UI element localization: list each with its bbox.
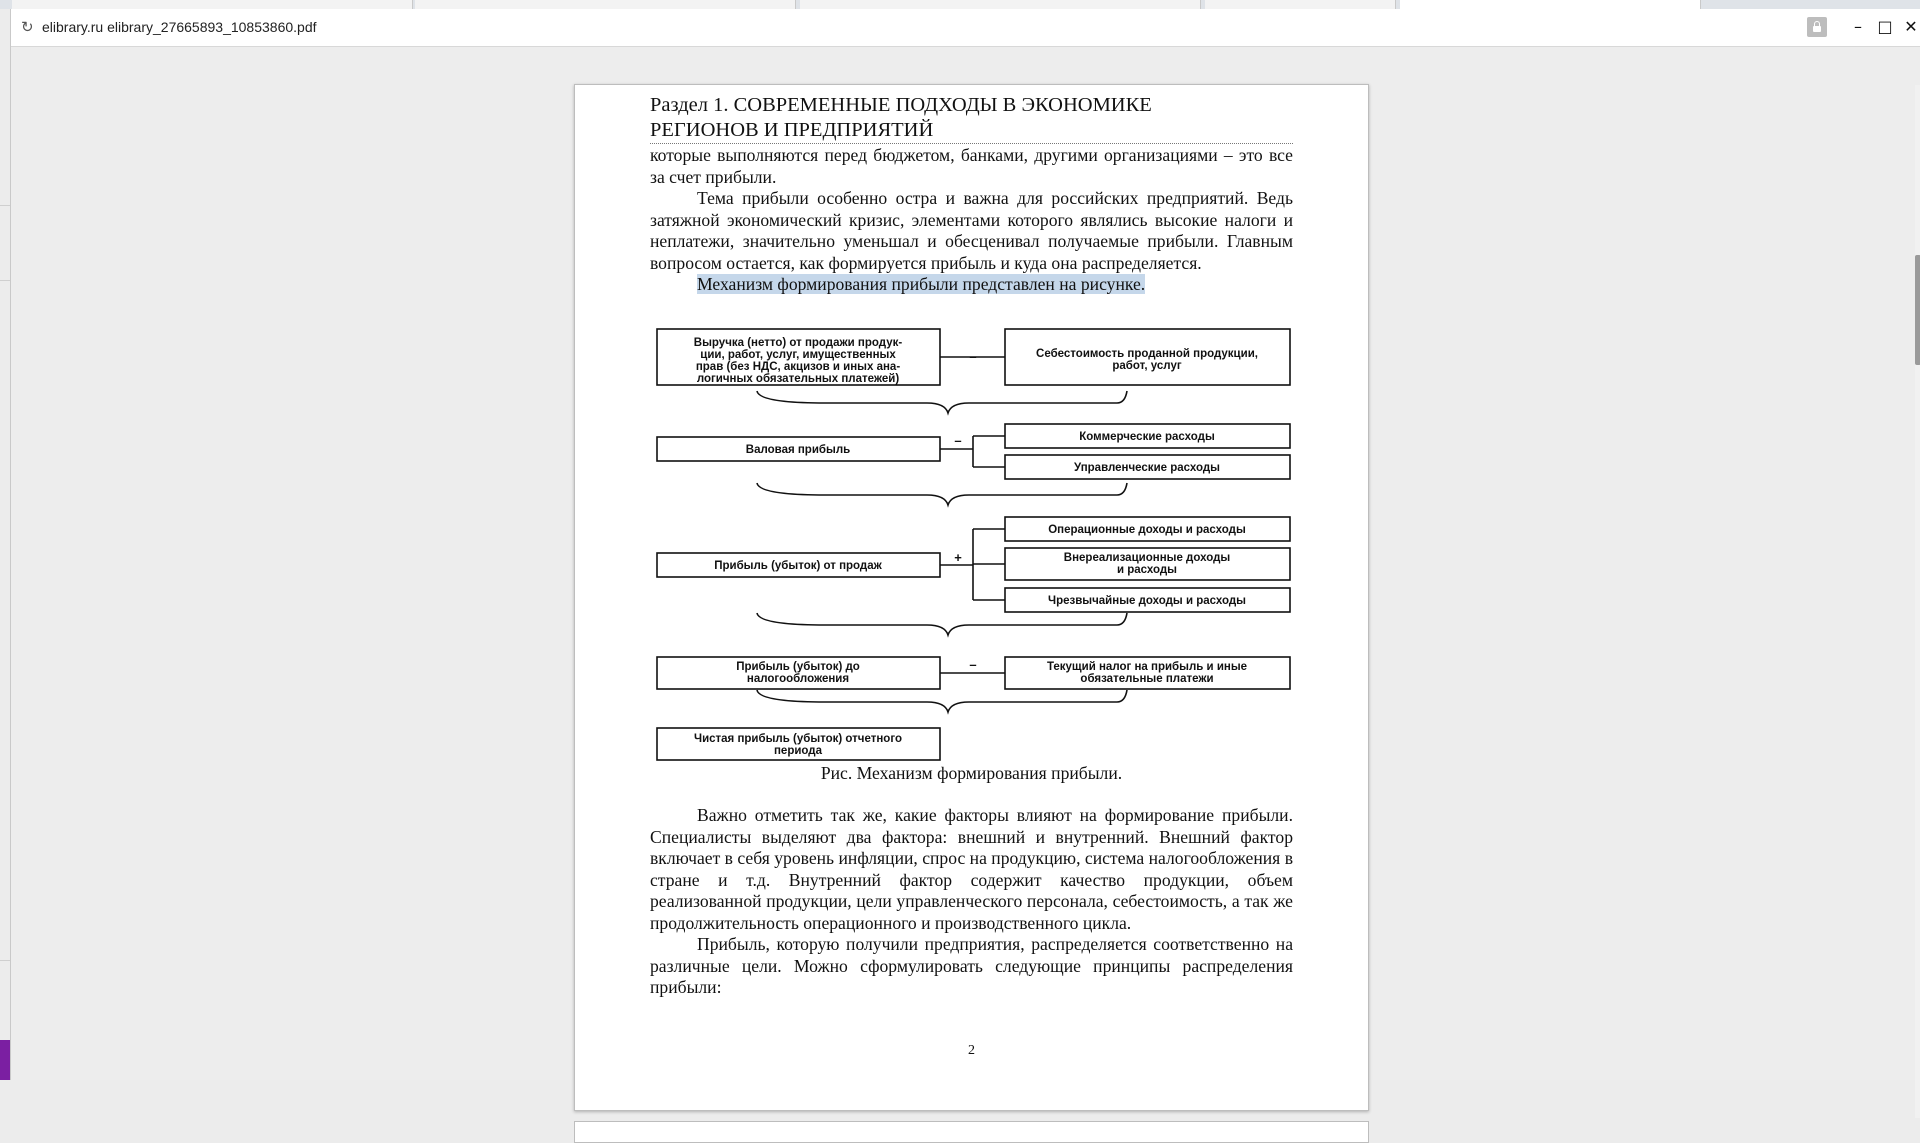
pdf-page xyxy=(574,84,1369,1111)
paragraph-5: Прибыль, которую получили предприятия, распределяется соответственно на различные цели. Можно сформулировать следующие принципы распределения прибыли: xyxy=(650,934,1293,997)
lock-icon[interactable] xyxy=(1807,17,1827,37)
cost-line-1: Себестоимость проданной продукции, xyxy=(1036,348,1258,360)
tax-line-2: обязательные платежи xyxy=(1080,673,1214,685)
commercial-label: Коммерческие расходы xyxy=(1079,431,1215,443)
revenue-line-1: Выручка (нетто) от продажи продук- xyxy=(693,337,903,349)
background-tab-strip xyxy=(0,0,1920,9)
close-button[interactable]: ✕ xyxy=(1904,17,1918,36)
cost-line-2: работ, услуг xyxy=(1112,360,1182,372)
left-accent-strip xyxy=(0,1040,10,1080)
window-title: elibrary.ru elibrary_27665893_10853860.pdf xyxy=(42,19,317,35)
left-edge-mark xyxy=(0,280,10,281)
net-profit-line-1: Чистая прибыль (убыток) отчетного xyxy=(693,733,903,745)
extraordinary-label: Чрезвычайные доходы и расходы xyxy=(1048,595,1246,607)
op-minus-3: – xyxy=(969,657,977,672)
operating-label: Операционные доходы и расходы xyxy=(1048,524,1246,536)
revenue-line-2: ции, работ, услуг, имущественных xyxy=(700,349,896,361)
figure-caption: Рис. Механизм формирования прибыли. xyxy=(820,763,1123,783)
brace-1 xyxy=(757,391,1127,413)
paragraph-4: Важно отметить так же, какие факторы влияют на формирование прибыли. Специалисты выделяют два фактора: внешний и внутренний. Внешний фактор включает в себя уровень инфляции, спрос на продукцию, система налогообложения в стране и т.д. Внутренний фактор содержит качество продукции, объем реализованной продукции, цели управленческого персонала, себестоимость, а так же продолжительность операционного и производственного цикла. xyxy=(650,805,1293,933)
nonoperating-line-2: и расходы xyxy=(1116,564,1178,576)
title-bar xyxy=(11,9,1920,47)
background-tab[interactable] xyxy=(1205,0,1396,9)
reload-icon[interactable]: ↻ xyxy=(21,18,34,36)
nonoperating-line-1: Внереализационные доходы xyxy=(1063,552,1231,564)
sales-profit-label: Прибыль (убыток) от продаж xyxy=(714,560,882,572)
profit-mechanism-diagram xyxy=(575,85,1368,775)
brace-3 xyxy=(757,613,1127,635)
tax-line-1: Текущий налог на прибыль и иные xyxy=(1046,661,1248,673)
text-block-bottom xyxy=(650,805,1293,999)
gross-profit-label: Валовая прибыль xyxy=(745,444,851,456)
pretax-line-2: налогообложения xyxy=(746,673,850,685)
section-heading: Раздел 1. СОВРЕМЕННЫЕ ПОДХОДЫ В ЭКОНОМИКЕ РЕГИОНОВ И ПРЕДПРИЯТИЙ xyxy=(650,94,1152,141)
background-tab[interactable] xyxy=(800,0,1201,9)
background-tab[interactable] xyxy=(12,0,413,9)
brace-4 xyxy=(757,690,1127,712)
background-tab[interactable] xyxy=(1400,0,1701,9)
op-minus-2: – xyxy=(954,433,962,448)
paragraph-1: которые выполняются перед бюджетом, банками, другими организациями – это все за счет прибыли. xyxy=(650,145,1293,187)
net-profit-line-2: периода xyxy=(773,745,823,757)
paragraph-2: Тема прибыли особенно остра и важна для российских предприятий. Ведь затяжной экономический кризис, элементами которого являлись высокие налоги и неплатежи, значительно уменьшал и обесценивал получаемые прибыли. Главным вопросом остается, как формируется прибыль и куда она распределяется. xyxy=(650,188,1293,273)
next-pdf-page xyxy=(574,1121,1369,1143)
maximize-button[interactable]: □ xyxy=(1877,17,1893,36)
left-edge-mark xyxy=(0,205,10,206)
pretax-line-1: Прибыль (убыток) до xyxy=(736,661,860,673)
brace-2 xyxy=(757,483,1127,505)
scrollbar-thumb[interactable] xyxy=(1915,255,1920,365)
background-tab[interactable] xyxy=(415,0,796,9)
document-viewport[interactable] xyxy=(11,47,1920,1080)
page-number: 2 xyxy=(968,1043,975,1058)
revenue-line-3: прав (без НДС, акцизов и иных ана- xyxy=(695,361,901,373)
op-plus: + xyxy=(954,550,962,565)
revenue-line-4: логичных обязательных платежей) xyxy=(696,373,900,385)
selected-text[interactable]: Механизм формирования прибыли представлен на рисунке. xyxy=(697,274,1146,294)
admin-label: Управленческие расходы xyxy=(1074,462,1220,474)
pdf-viewer-window xyxy=(10,9,1920,1080)
op-minus-1: – xyxy=(969,349,977,364)
vertical-scrollbar[interactable] xyxy=(1915,85,1920,1118)
minimize-button[interactable]: – xyxy=(1854,17,1862,36)
left-edge-mark xyxy=(0,960,10,961)
